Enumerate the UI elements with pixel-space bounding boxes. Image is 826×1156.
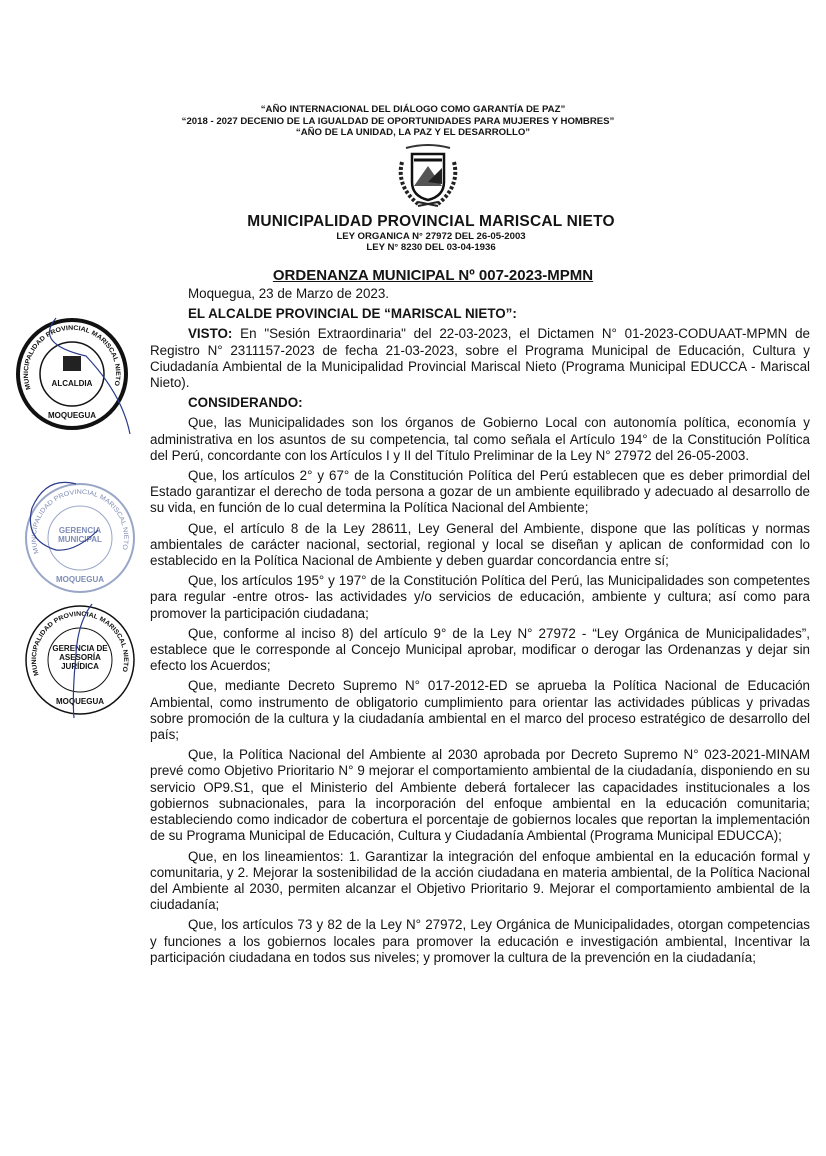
paragraph: Que, en los lineamientos: 1. Garantizar la integración del enfoque ambiental en la educación formal y comunitaria, y 2. Mejorar la sostenibilidad de la acción ciudadana en materia ambiental, de la Política Nacional del Ambiente al 2030, permiten alcanzar el Objetivo Prioritario 9. Mejorar el comportamiento ambiental de la ciudadanía; bbox=[150, 848, 810, 913]
stamp-ring-text: MUNICIPALIDAD PROVINCIAL MARISCAL NIETO bbox=[30, 488, 130, 555]
motto-line: “AÑO INTERNACIONAL DEL DIÁLOGO COMO GARANTÍA DE PAZ” bbox=[260, 104, 566, 115]
paragraph: Que, los artículos 73 y 82 de la Ley N° 27972, Ley Orgánica de Municipalidades, otorgan competencias y funciones a los gobiernos locales para promover la educación e investigación ambiental, Incentivar la participación ciudadana en todos sus niveles; y promover la cultura de la prevención en la ciudadanía; bbox=[150, 917, 810, 965]
alcaldia-stamp bbox=[12, 314, 132, 434]
authority-heading bbox=[150, 306, 810, 322]
place-date-text: Moquegua, 23 de Marzo de 2023. bbox=[188, 286, 390, 301]
stamp-bottom-text: MOQUEGUA bbox=[56, 697, 104, 706]
stamp-center-text: GERENCIA MUNICIPAL bbox=[58, 526, 102, 544]
stamp-center-text: ALCALDIA bbox=[51, 379, 93, 388]
document-body bbox=[150, 286, 810, 970]
paragraph: Que, conforme al inciso 8) del artículo 9° de la Ley N° 27972 - “Ley Orgánica de Municipalidades”, establece que le corresponde al Concejo Municipal aprobar, modificar o derogar las Ordenanzas y dejar sin efecto los Acuerdos; bbox=[150, 625, 810, 674]
asesoria-juridica-stamp bbox=[20, 600, 140, 720]
motto-line: “2018 - 2027 DECENIO DE LA IGUALDAD DE OPORTUNIDADES PARA MUJERES Y HOMBRES” bbox=[181, 115, 615, 127]
stamp-bottom-text: MOQUEGUA bbox=[56, 575, 104, 584]
stamp-center-text: GERENCIA DE ASESORÍA JURÍDICA bbox=[52, 644, 108, 671]
document-title: ORDENANZA MUNICIPAL Nº 007-2023-MPMN bbox=[272, 267, 594, 284]
paragraph: Que, el artículo 8 de la Ley 28611, Ley General del Ambiente, dispone que las políticas y normas ambientales de carácter nacional, sectorial, regional y local se diseñan y aplican de conformidad con lo establecido en la Política Nacional de Ambiente y deben guardar concordancia entre sí; bbox=[150, 520, 810, 569]
institution-header bbox=[18, 213, 826, 253]
law-reference: LEY ORGANICA N° 27972 DEL 26-05-2003 bbox=[336, 231, 526, 242]
paragraph: Que, las Municipalidades son los órganos de Gobierno Local con autonomía política, economía y administrativa en los asuntos de su competencia, tal como señala el Artículo 194° de la Constitución Política del Perú, concordante con los Artículos I y II del Título Preliminar de la Ley N° 27972 del 26-05-2003. bbox=[150, 415, 810, 463]
law-reference: LEY N° 8230 DEL 03-04-1936 bbox=[366, 242, 496, 253]
institution-name: MUNICIPALIDAD PROVINCIAL MARISCAL NIETO bbox=[247, 213, 615, 230]
motto-line: “AÑO DE LA UNIDAD, LA PAZ Y EL DESARROLLO” bbox=[295, 127, 531, 138]
visto-text: En "Sesión Extraordinaria" del 22-03-2023, el Dictamen N° 01-2023-CODUAAT-MPMN de Registro N° 2311157-2023 de fecha 21-03-2023, sobre el Programa Municipal de Educación, Cultura y Ciudadanía Ambiental de la Municipalidad Provincial Mariscal Nieto (Programa Municipal EDUCCA - Mariscal Nieto). bbox=[150, 326, 810, 391]
visto-label: VISTO: bbox=[188, 326, 233, 342]
considerando-heading bbox=[150, 395, 810, 411]
paragraph: Que, los artículos 2° y 67° de la Constitución Política del Perú establecen que es deber primordial del Estado garantizar el derecho de toda persona a gozar de un ambiente equilibrado y adecuado al desarrollo de su vida, en función de lo cual determina la Política Nacional del Ambiente; bbox=[150, 468, 810, 516]
header-mottos bbox=[0, 104, 826, 139]
place-date bbox=[150, 286, 810, 302]
paragraph: Que, la Política Nacional del Ambiente al 2030 aprobada por Decreto Supremo N° 023-2021-MINAM prevé como Objetivo Prioritario N° 9 mejorar el comportamiento ambiental de la ciudadanía, disponiendo en su servicio OP9.S1, que el Ministerio del Ambiente deberá fortalecer las capacidades institucionales a los gobiernos subnacionales, para la incorporación del enfoque ambiental en la educación comunitaria; estableciendo como indicador de cobertura el porcentaje de gobiernos locales que reportan la implementación de su Programa Municipal de Educación, Cultura y Ciudadanía Ambiental (Programa Municipal EDUCCA); bbox=[150, 747, 810, 844]
considerando-label: CONSIDERANDO: bbox=[188, 395, 303, 411]
paragraph: Que, mediante Decreto Supremo N° 017-2012-ED se aprueba la Política Nacional de Educación Ambiental, como instrumento de obligatorio cumplimiento para orientar las actividades públicas y privadas sobre promoción de la cultura y la ciudadanía ambiental en el marco del proceso estratégico de desarrollo del país; bbox=[150, 678, 810, 743]
authority-text: EL ALCALDE PROVINCIAL DE “MARISCAL NIETO”: bbox=[188, 306, 517, 322]
stamp-ring-text: MUNICIPALIDAD PROVINCIAL MARISCAL NIETO bbox=[22, 324, 122, 391]
gerencia-municipal-stamp bbox=[20, 478, 140, 598]
stamp-ring-text: MUNICIPALIDAD PROVINCIAL MARISCAL NIETO bbox=[30, 610, 130, 677]
paragraph: Que, los artículos 195° y 197° de la Constitución Política del Perú, las Municipalidades son competentes para regular -entre otros- las actividades y/o servicios de educación, ambiente y cultura; así como para promover la participación ciudadana; bbox=[150, 573, 810, 621]
stamp-bottom-text: MOQUEGUA bbox=[48, 411, 96, 420]
municipal-crest-logo bbox=[392, 142, 464, 210]
visto-paragraph bbox=[150, 326, 810, 391]
